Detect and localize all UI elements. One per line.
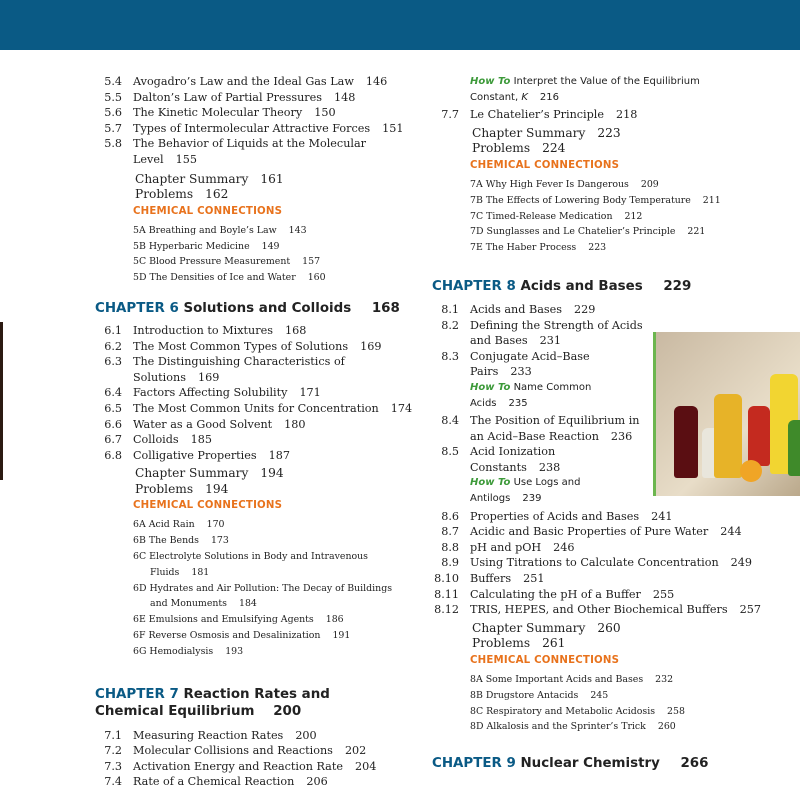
connection-title: 8B Drugstore Antacids — [470, 689, 579, 701]
chemical-connections-heading: CHEMICAL CONNECTIONS — [133, 500, 283, 512]
page-number: 258 — [667, 705, 685, 717]
connection-title: 6G Hemodialysis — [133, 645, 214, 657]
connection-title: 6D Hydrates and Air Pollution: The Decay of Buildings — [133, 582, 393, 594]
chapter-summary[interactable]: Chapter Summary 223 — [472, 125, 621, 140]
page-number: 171 — [299, 386, 321, 400]
chemical-connection-item[interactable] — [470, 209, 800, 225]
section-title: Acids and Bases — [470, 302, 562, 316]
section-5-5[interactable] — [95, 90, 425, 106]
chemical-connections-heading: CHEMICAL CONNECTIONS — [470, 159, 620, 171]
chapter-9-heading[interactable]: CHAPTER 9 Nuclear Chemistry 266 — [432, 756, 709, 772]
page-number: 173 — [210, 535, 229, 547]
section-number: 6.3 — [104, 355, 122, 369]
section-number: 7.3 — [104, 759, 122, 773]
section-title: Properties of Acids and Bases — [470, 509, 640, 523]
page-number: 150 — [314, 106, 336, 120]
page-edge-strip — [0, 322, 3, 480]
connection-title: 7E The Haber Process — [470, 242, 577, 254]
page-number: 169 — [197, 370, 220, 384]
section-number: 5.7 — [104, 121, 122, 135]
page-number: 181 — [191, 566, 210, 578]
section-5-4[interactable] — [95, 74, 425, 90]
section-number: 8.10 — [434, 572, 459, 586]
section-title: Activation Energy and Reaction Rate — [133, 759, 343, 773]
page-number: 232 — [655, 674, 674, 686]
page-number: 149 — [261, 240, 280, 252]
page-number: 169 — [360, 339, 382, 353]
page-number: 244 — [720, 525, 742, 539]
section-title-cont: an Acid–Base Reaction — [470, 429, 599, 443]
page-number: 221 — [687, 226, 706, 238]
section-8-9[interactable] — [432, 555, 800, 571]
connection-title: 6C Electrolyte Solutions in Body and Intravenous — [133, 551, 368, 563]
section-title: TRIS, HEPES, and Other Biochemical Buffers — [470, 603, 728, 617]
section-6-5[interactable] — [95, 401, 425, 417]
page-number: 249 — [730, 556, 753, 570]
section-6-7[interactable] — [95, 432, 425, 448]
page-number: 206 — [306, 775, 328, 789]
page-number: 260 — [657, 721, 676, 733]
chemical-connection-item[interactable] — [133, 239, 425, 255]
section-title-cont: Solutions — [133, 370, 186, 384]
page-number: 223 — [588, 242, 607, 254]
connection-title: 6F Reverse Osmosis and Desalinization — [133, 630, 321, 642]
chemical-connection-item[interactable] — [470, 177, 800, 193]
section-title-cont: Constants — [470, 460, 527, 474]
chemical-connection-item[interactable] — [133, 549, 425, 581]
chapter-summary[interactable]: Chapter Summary 161 — [135, 171, 284, 186]
connection-title: 7C Timed-Release Medication — [470, 210, 613, 222]
section-7-4[interactable] — [95, 774, 425, 790]
section-title: Types of Intermolecular Attractive Forces — [133, 121, 371, 135]
section-8-10[interactable] — [432, 571, 800, 587]
problems[interactable]: Problems 194 — [135, 481, 229, 496]
page-number: 209 — [640, 178, 659, 190]
section-number: 6.2 — [104, 339, 122, 353]
chemical-connection-item[interactable] — [470, 704, 800, 720]
section-number: 6.1 — [104, 323, 122, 337]
connection-title: 5C Blood Pressure Measurement — [133, 256, 291, 268]
section-number: 8.5 — [441, 445, 459, 459]
page-number: 148 — [334, 90, 356, 104]
page-number: 174 — [390, 401, 413, 415]
section-title: Introduction to Mixtures — [133, 323, 273, 337]
section-number: 6.4 — [104, 386, 122, 400]
connection-title: 5D The Densities of Ice and Water — [133, 272, 296, 284]
section-5-6[interactable] — [95, 105, 425, 121]
section-title: pH and pOH — [470, 540, 542, 554]
how-to-logs[interactable]: How To Use Logs and Antilogs 239 — [470, 477, 581, 505]
section-number: 7.1 — [104, 728, 122, 742]
page-number: 257 — [739, 603, 761, 617]
section-8-8[interactable] — [432, 540, 800, 556]
connection-title-cont: and Monuments — [150, 598, 227, 610]
connection-title: 7B The Effects of Lowering Body Temperature — [470, 194, 691, 206]
section-7-1[interactable] — [95, 728, 425, 744]
chemical-connection-item[interactable] — [470, 672, 800, 688]
chemical-connection-item[interactable] — [133, 223, 425, 239]
connection-title: 6E Emulsions and Emulsifying Agents — [133, 614, 314, 626]
page-number: 229 — [573, 302, 596, 316]
connection-title: 5B Hyperbaric Medicine — [133, 240, 250, 252]
section-title: Colligative Properties — [133, 448, 257, 462]
section-6-1[interactable] — [95, 323, 425, 339]
chemical-connection-item[interactable] — [470, 240, 800, 256]
page-number: 184 — [238, 598, 257, 610]
section-title: The Most Common Types of Solutions — [133, 339, 349, 353]
page-number: 151 — [382, 121, 404, 135]
section-number: 6.8 — [104, 448, 122, 462]
connection-title: 8A Some Important Acids and Bases — [470, 674, 644, 686]
section-title: Buffers — [470, 572, 512, 586]
section-number: 5.4 — [104, 75, 122, 88]
section-7-7[interactable]: 7.7 Le Chatelier’s Principle 218 — [441, 108, 638, 122]
section-8-11[interactable] — [432, 587, 800, 603]
section-number: 5.6 — [104, 106, 122, 120]
page-number: 187 — [268, 448, 290, 462]
chemical-connection-item[interactable] — [133, 270, 425, 286]
chapter-summary[interactable]: Chapter Summary 194 — [135, 466, 284, 481]
section-title-cont: Pairs — [470, 365, 499, 379]
header-bar — [0, 0, 800, 50]
page-number: 238 — [538, 460, 561, 474]
page-number: 202 — [344, 744, 367, 758]
connection-title: 6B The Bends — [133, 535, 199, 547]
page-number: 241 — [651, 509, 673, 523]
chapter-6-heading[interactable]: CHAPTER 6 Solutions and Colloids 168 — [95, 300, 400, 316]
problems[interactable]: Problems 162 — [135, 187, 229, 202]
section-number: 8.2 — [441, 318, 459, 332]
section-number: 8.9 — [441, 556, 459, 570]
connection-title: 7A Why High Fever Is Dangerous — [470, 178, 629, 190]
section-5-7[interactable] — [95, 121, 425, 137]
connection-title: 6A Acid Rain — [133, 519, 195, 531]
section-title: Dalton’s Law of Partial Pressures — [133, 90, 322, 104]
section-number: 8.4 — [441, 414, 459, 428]
page-number: 251 — [523, 572, 545, 586]
section-title-cont: and Bases — [470, 334, 528, 348]
page-number: 180 — [284, 417, 306, 431]
chemical-connection-item[interactable] — [133, 644, 425, 660]
section-number: 6.5 — [104, 401, 122, 415]
page-number: 160 — [307, 272, 326, 284]
section-title: Molecular Collisions and Reactions — [133, 744, 333, 758]
page-number: 211 — [702, 194, 721, 206]
section-6-8[interactable] — [95, 448, 425, 464]
section-6-6[interactable] — [95, 417, 425, 433]
problems[interactable]: Problems 261 — [472, 636, 566, 651]
section-number: 8.8 — [441, 540, 459, 554]
section-title: Using Titrations to Calculate Concentration — [470, 556, 719, 570]
section-title: The Position of Equilibrium in — [470, 414, 640, 428]
page-number: 212 — [624, 210, 643, 222]
section-8-6[interactable] — [432, 509, 800, 525]
section-title: Avogadro’s Law and the Ideal Gas Law — [133, 75, 354, 88]
section-6-2[interactable] — [95, 339, 425, 355]
chapter-summary[interactable]: Chapter Summary 260 — [472, 620, 621, 635]
page-number: 186 — [325, 614, 344, 626]
problems[interactable]: Problems 224 — [472, 141, 566, 156]
section-title: The Distinguishing Characteristics of — [133, 355, 345, 369]
section-title: The Kinetic Molecular Theory — [133, 106, 303, 120]
page-number: 246 — [553, 540, 575, 554]
page-number: 236 — [610, 429, 633, 443]
connection-title: 8D Alkalosis and the Sprinter’s Trick — [470, 721, 646, 733]
section-6-4[interactable] — [95, 385, 425, 401]
section-title: Calculating the pH of a Buffer — [470, 587, 641, 601]
section-title: Conjugate Acid–Base — [470, 349, 590, 363]
page-number: 143 — [288, 224, 307, 236]
page-number: 168 — [284, 323, 307, 337]
section-number: 8.3 — [441, 349, 459, 363]
section-7-2[interactable] — [95, 743, 425, 759]
section-title: Acidic and Basic Properties of Pure Water — [470, 525, 709, 539]
section-number: 5.8 — [104, 137, 122, 151]
chapter-8-heading[interactable]: CHAPTER 8 Acids and Bases 229 — [432, 278, 692, 294]
acids-bases-product-photo — [653, 332, 800, 496]
how-to-equilibrium[interactable]: How To Interpret the Value of the Equilibrium Constant, K 216 — [470, 76, 700, 103]
section-number: 6.6 — [104, 417, 122, 431]
page-number: 245 — [590, 689, 609, 701]
page-number: 255 — [652, 587, 675, 601]
section-title: Defining the Strength of Acids — [470, 318, 643, 332]
page-number: 185 — [190, 433, 213, 447]
chemical-connections-heading: CHEMICAL CONNECTIONS — [470, 655, 620, 667]
section-title: Measuring Reaction Rates — [133, 728, 284, 742]
page-number: 204 — [354, 759, 377, 773]
section-5-8[interactable] — [95, 136, 425, 167]
section-8-1[interactable] — [432, 302, 800, 318]
section-title-cont: Level — [133, 152, 164, 166]
section-number: 8.7 — [441, 525, 459, 539]
page-number: 231 — [539, 334, 561, 348]
section-number: 7.2 — [104, 744, 122, 758]
chapter-7-heading[interactable]: CHAPTER 7 Reaction Rates and Chemical Equilibrium 200 — [95, 686, 330, 719]
section-number: 8.11 — [434, 587, 459, 601]
section-number: 7.4 — [104, 775, 122, 789]
chemical-connection-item[interactable] — [470, 719, 800, 735]
section-title: Water as a Good Solvent — [133, 417, 273, 431]
section-title: Acid Ionization — [470, 445, 556, 459]
section-title: Rate of a Chemical Reaction — [133, 775, 295, 789]
section-6-3[interactable] — [95, 354, 425, 385]
chemical-connection-item[interactable] — [470, 688, 800, 704]
section-number: 6.7 — [104, 433, 122, 447]
section-7-3[interactable] — [95, 759, 425, 775]
how-to-name-acids[interactable]: How To Name Common Acids 235 — [470, 381, 592, 409]
chemical-connection-item[interactable] — [133, 628, 425, 644]
left-column — [95, 74, 425, 790]
section-title: Factors Affecting Solubility — [133, 386, 288, 400]
chemical-connection-item[interactable] — [133, 581, 425, 613]
section-title: Colloids — [133, 433, 179, 447]
chemical-connection-item[interactable] — [133, 612, 425, 628]
chemical-connections-heading: CHEMICAL CONNECTIONS — [133, 205, 283, 217]
chemical-connection-item[interactable] — [133, 533, 425, 549]
chemical-connection-item[interactable] — [470, 224, 800, 240]
page-number: 200 — [295, 728, 317, 742]
page-number: 157 — [302, 256, 321, 268]
section-number: 5.5 — [104, 90, 122, 104]
chemical-connection-item[interactable] — [133, 517, 425, 533]
chemical-connection-item[interactable] — [470, 193, 800, 209]
section-number: 8.12 — [434, 603, 459, 617]
section-number: 8.6 — [441, 509, 459, 523]
connection-title-cont: Fluids — [150, 566, 180, 578]
section-title: The Behavior of Liquids at the Molecular — [133, 137, 366, 151]
page-number: 146 — [365, 75, 388, 88]
page-number: 170 — [206, 519, 225, 531]
connection-title: 8C Respiratory and Metabolic Acidosis — [470, 705, 656, 717]
page-number: 155 — [175, 152, 197, 166]
page-number: 233 — [510, 365, 532, 379]
connection-title: 5A Breathing and Boyle’s Law — [133, 224, 277, 236]
section-number: 8.1 — [441, 302, 459, 316]
section-8-7[interactable] — [432, 524, 800, 540]
chemical-connection-item[interactable] — [133, 254, 425, 270]
section-8-12[interactable] — [432, 602, 800, 618]
page-number: 191 — [332, 630, 351, 642]
connection-title: 7D Sunglasses and Le Chatelier’s Principle — [470, 226, 676, 238]
page-number: 193 — [225, 645, 244, 657]
section-title: The Most Common Units for Concentration — [133, 401, 379, 415]
